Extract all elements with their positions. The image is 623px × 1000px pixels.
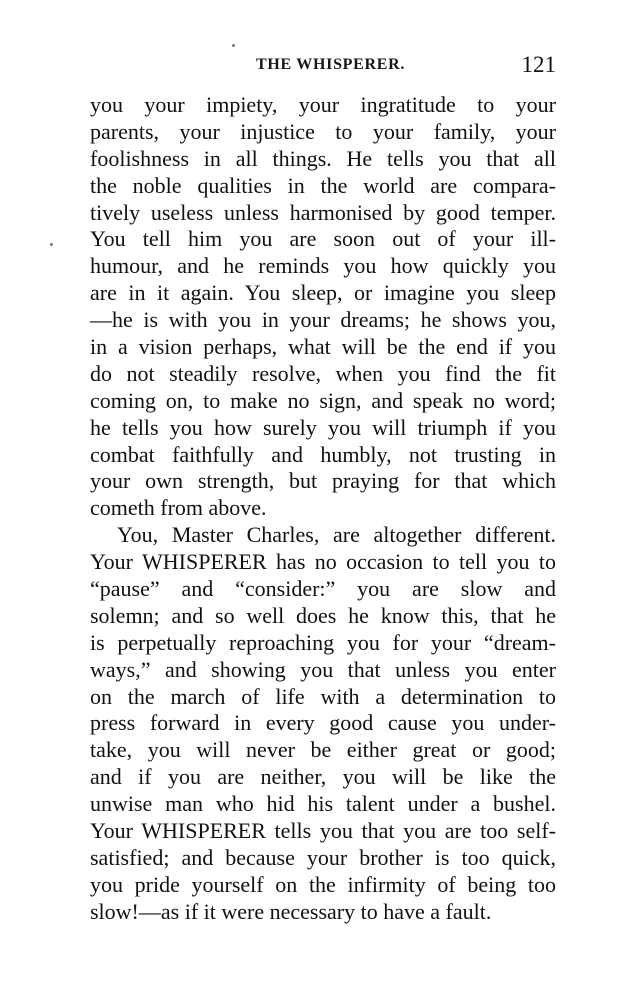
text-line: foolishness in all things. He tells you that all: [90, 145, 556, 171]
text-line: do not steadily resolve, when you find the fit: [90, 360, 556, 386]
page-header: [90, 52, 556, 84]
text-line: You, Master Charles, are altogether different.: [117, 522, 556, 548]
text-line: Your WHISPERER has no occasion to tell you to: [90, 549, 556, 575]
text-line: in a vision perhaps, what will be the end if you: [90, 334, 556, 360]
text-line: he tells you how surely you will triumph if you: [90, 414, 556, 440]
text-line: humour, and he reminds you how quickly you: [90, 253, 556, 279]
print-speck: [50, 243, 53, 246]
paragraph: [90, 522, 556, 925]
page-number: 121: [521, 52, 556, 77]
text-line: —he is with you in your dreams; he shows you,: [90, 307, 556, 333]
text-line: parents, your injustice to your family, your: [90, 118, 556, 144]
text-line: slow!—as if it were necessary to have a fault.: [90, 898, 492, 924]
text-line: take, you will never be either great or good;: [90, 737, 556, 763]
running-title: THE WHISPERER.: [256, 56, 406, 73]
text-line: you your impiety, your ingratitude to your: [90, 92, 556, 117]
text-line: is perpetually reproaching you for your “dream-: [90, 629, 556, 655]
text-line: cometh from above.: [90, 495, 267, 521]
text-line: coming on, to make no sign, and speak no word;: [90, 387, 556, 413]
paragraph: [90, 92, 556, 522]
text-line: are in it again. You sleep, or imagine you sleep: [90, 280, 556, 306]
text-line: unwise man who hid his talent under a bushel.: [90, 791, 556, 817]
text-line: “pause” and “consider:” you are slow and: [90, 576, 556, 602]
text-line: on the march of life with a determination to: [90, 683, 556, 709]
text-line: Your WHISPERER tells you that you are too self-: [90, 818, 556, 844]
text-line: you pride yourself on the infirmity of being too: [90, 871, 556, 897]
text-line: ways,” and showing you that unless you enter: [90, 656, 556, 682]
text-line: combat faithfully and humbly, not trusting in: [90, 441, 556, 467]
text-line: the noble qualities in the world are compara-: [90, 172, 556, 198]
text-line: tively useless unless harmonised by good temper.: [90, 199, 556, 225]
text-line: your own strength, but praying for that which: [90, 468, 556, 494]
print-speck: [232, 44, 235, 47]
body-text: [90, 92, 556, 926]
text-line: press forward in every good cause you under-: [90, 710, 556, 736]
text-line: You tell him you are soon out of your ill-: [90, 226, 556, 252]
text-line: solemn; and so well does he know this, that he: [90, 602, 556, 628]
text-line: and if you are neither, you will be like the: [90, 764, 556, 790]
text-line: satisfied; and because your brother is too quick,: [90, 844, 556, 870]
